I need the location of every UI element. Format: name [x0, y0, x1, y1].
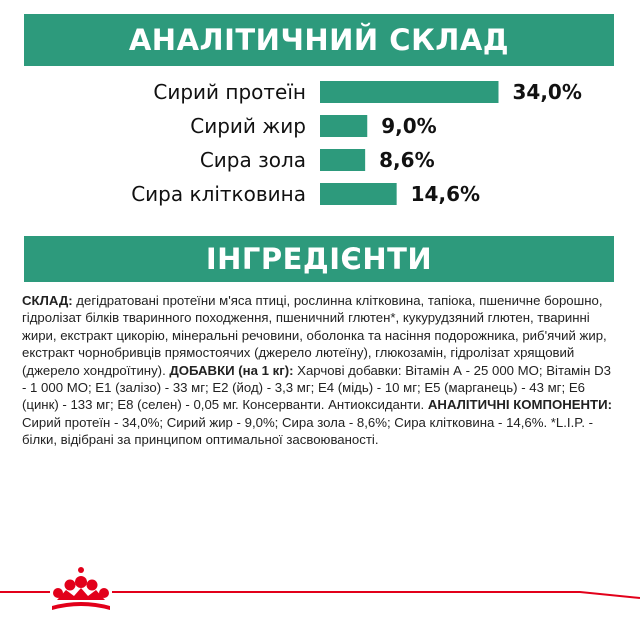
bar — [320, 183, 397, 205]
value-label: 34,0% — [512, 80, 582, 104]
bar — [320, 115, 367, 137]
additives-label: ДОБАВКИ (на 1 кг): — [169, 362, 294, 378]
value-label: 8,6% — [379, 148, 435, 172]
royal-canin-crown-icon — [52, 567, 110, 610]
category-label: Сирий жир — [190, 114, 306, 138]
footer-brand-line — [0, 560, 640, 630]
additives-text: Харчові добавки: Вітамін А - 25 000 МО; Вітамін D3 - 1 000 МО; Е1 (залізо) - 33 мг; Е2 (йод) - 3,3 мг; Е4 (мідь) - 10 мг; Е5 (марганець) - 43 мг; Е6 (цинк) - 133 мг; Е8 (селен) - 0,05 мг. Консерванти. Антиоксиданти. — [22, 362, 611, 413]
section-title-ingredients: ІНГРЕДІЄНТИ — [24, 236, 614, 282]
value-label: 14,6% — [410, 182, 481, 206]
bar — [320, 149, 365, 171]
footer-line-right — [112, 592, 640, 598]
composition-label: СКЛАД: — [22, 293, 73, 308]
composition-text: дегідратовані протеїни м'яса птиці, рослинна клітковина, тапіока, пшеничне борошно, гідролізат білків тваринного походження, пшеничний глютен*, кукурудзяний глютен, тваринні жири, екстракт цикорію, мінеральні речовини, оболонка та насіння подорожника, риб'ячий жир, екстракт чорнобривців прямостоячих (джерело лютеїну), глюкозамін, гідролізат хрящовий (джерело хондроїтину). — [22, 293, 607, 378]
analytical-bar-chart — [0, 70, 640, 230]
category-label: Сира клітковина — [131, 182, 306, 206]
analytical-components-text: Сирий протеїн - 34,0%; Сирий жир - 9,0%; Сира зола - 8,6%; Сира клітковина - 14,6%. *L.I.P. - білки, відібрані за принципом оптимальної засвоюваності. — [22, 414, 594, 448]
category-label: Сирий протеїн — [153, 80, 306, 104]
bar — [320, 81, 499, 103]
value-label: 9,0% — [381, 114, 437, 138]
ingredients-text — [22, 292, 618, 449]
section-title-analytical: АНАЛІТИЧНИЙ СКЛАД — [24, 14, 614, 66]
analytical-components-label: АНАЛІТИЧНІ КОМПОНЕНТИ: — [427, 397, 612, 413]
category-label: Сира зола — [199, 148, 306, 172]
